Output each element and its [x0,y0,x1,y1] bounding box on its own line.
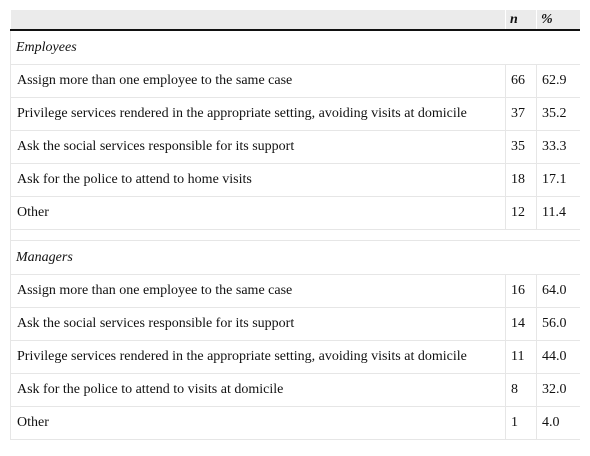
row-n: 18 [506,164,537,197]
header-n: n [506,10,537,30]
row-n: 12 [506,197,537,230]
row-label: Assign more than one employee to the same case [11,275,506,308]
spacer-cell [11,230,581,241]
header-row [11,10,581,30]
section-header-row [11,241,581,275]
table-row [11,275,581,308]
row-label: Ask the social services responsible for its support [11,308,506,341]
section-title: Employees [11,30,581,65]
table-row [11,65,581,98]
table-row [11,197,581,230]
table-row [11,308,581,341]
table-row [11,131,581,164]
header-percent: % [537,10,581,30]
table-row [11,98,581,131]
row-n: 66 [506,65,537,98]
table-row [11,164,581,197]
row-percent: 56.0 [537,308,581,341]
row-n: 16 [506,275,537,308]
row-n: 35 [506,131,537,164]
row-label: Other [11,197,506,230]
row-percent: 33.3 [537,131,581,164]
data-table [10,10,580,440]
row-n: 1 [506,407,537,440]
row-label: Assign more than one employee to the same case [11,65,506,98]
row-label: Ask for the police to attend to visits at domicile [11,374,506,407]
row-percent: 17.1 [537,164,581,197]
row-label: Ask the social services responsible for its support [11,131,506,164]
section-title: Managers [11,241,581,275]
row-percent: 4.0 [537,407,581,440]
row-label: Privilege services rendered in the appropriate setting, avoiding visits at domicile [11,98,506,131]
row-percent: 11.4 [537,197,581,230]
row-percent: 44.0 [537,341,581,374]
row-n: 37 [506,98,537,131]
row-percent: 35.2 [537,98,581,131]
row-percent: 62.9 [537,65,581,98]
row-n: 14 [506,308,537,341]
table-header [11,10,581,30]
row-label: Ask for the police to attend to home visits [11,164,506,197]
section-spacer [11,230,581,241]
table-row [11,341,581,374]
table-row [11,374,581,407]
table-body [11,30,581,440]
table-row [11,407,581,440]
section-header-row [11,30,581,65]
row-n: 8 [506,374,537,407]
table-container [10,10,580,446]
row-percent: 64.0 [537,275,581,308]
header-label [11,10,506,30]
row-percent: 32.0 [537,374,581,407]
row-n: 11 [506,341,537,374]
row-label: Other [11,407,506,440]
row-label: Privilege services rendered in the appropriate setting, avoiding visits at domicile [11,341,506,374]
